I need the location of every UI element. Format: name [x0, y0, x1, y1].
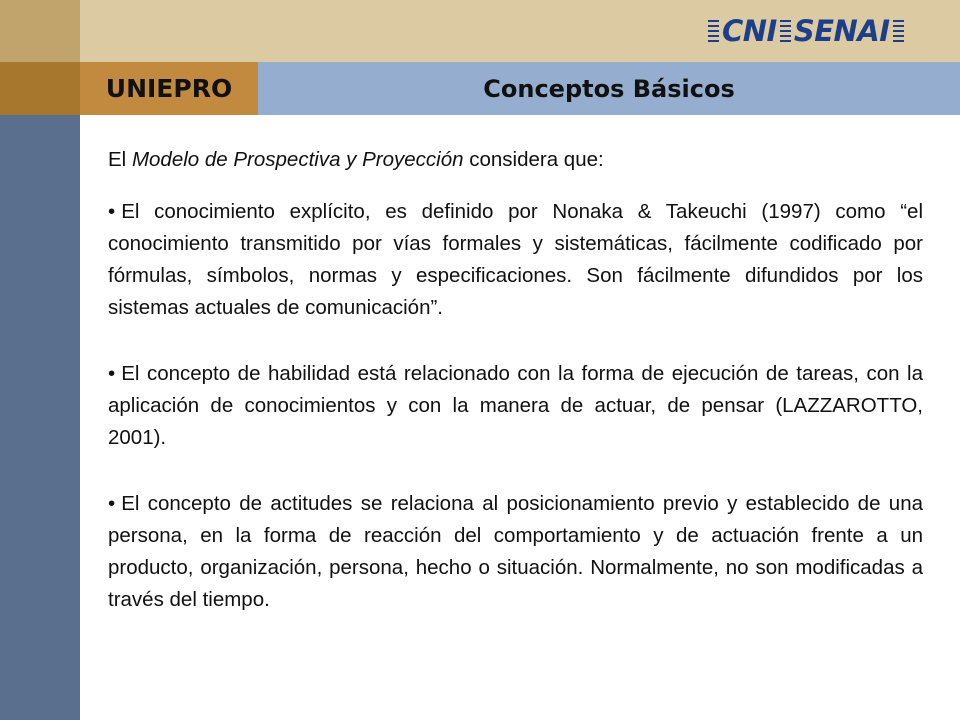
- title-band: [258, 62, 960, 115]
- logo-senai-text: SENAI: [793, 14, 890, 48]
- bullet-text: El concepto de actitudes se relaciona al posicionamiento previo y establecido de una persona, en la forma de reacción del comportamiento y de actuación frente a un producto, organización, persona, hecho o situación. Normalmente, no son modificadas a través del tiempo.: [108, 492, 923, 611]
- logo-cni-text: CNI: [722, 14, 777, 48]
- intro-emphasis: Modelo de Prospectiva y Proyección: [131, 148, 464, 171]
- intro-prefix: El: [108, 148, 132, 171]
- bullet-dot-icon: •: [108, 200, 116, 223]
- logo-stripes-middle: [780, 20, 791, 42]
- top-left-band: [0, 0, 80, 62]
- bullet-item-skill: [108, 358, 923, 454]
- left-sidebar-bar: [0, 115, 80, 720]
- slide-title: Conceptos Básicos: [483, 74, 735, 103]
- bullet-dot-icon: •: [108, 492, 116, 515]
- cni-senai-logo: [705, 14, 907, 48]
- intro-suffix: considera que:: [463, 148, 604, 171]
- bullet-item-explicit-knowledge: [108, 196, 923, 324]
- logo-stripes-right: [893, 20, 904, 42]
- bullet-dot-icon: •: [108, 362, 116, 385]
- slide-content: [108, 144, 923, 650]
- bullet-text: El conocimiento explícito, es definido por Nonaka & Takeuchi (1997) como “el conocimiento transmitido por vías formales y sistemáticas, fácilmente codificado por fórmulas, símbolos, normas y especificaciones. Son fácilmente difundidos por los sistemas actuales de comunicación”.: [108, 200, 923, 319]
- uniepro-label: UNIEPRO: [105, 74, 233, 103]
- bullet-item-attitudes: [108, 488, 923, 616]
- intro-paragraph: [108, 144, 923, 176]
- side-accent-block: [0, 62, 80, 115]
- logo-stripes-left: [708, 20, 719, 42]
- uniepro-tab: [80, 62, 258, 115]
- bullet-text: El concepto de habilidad está relacionado con la forma de ejecución de tareas, con la aplicación de conocimientos y con la manera de actuar, de pensar (LAZZAROTTO, 2001).: [108, 362, 923, 449]
